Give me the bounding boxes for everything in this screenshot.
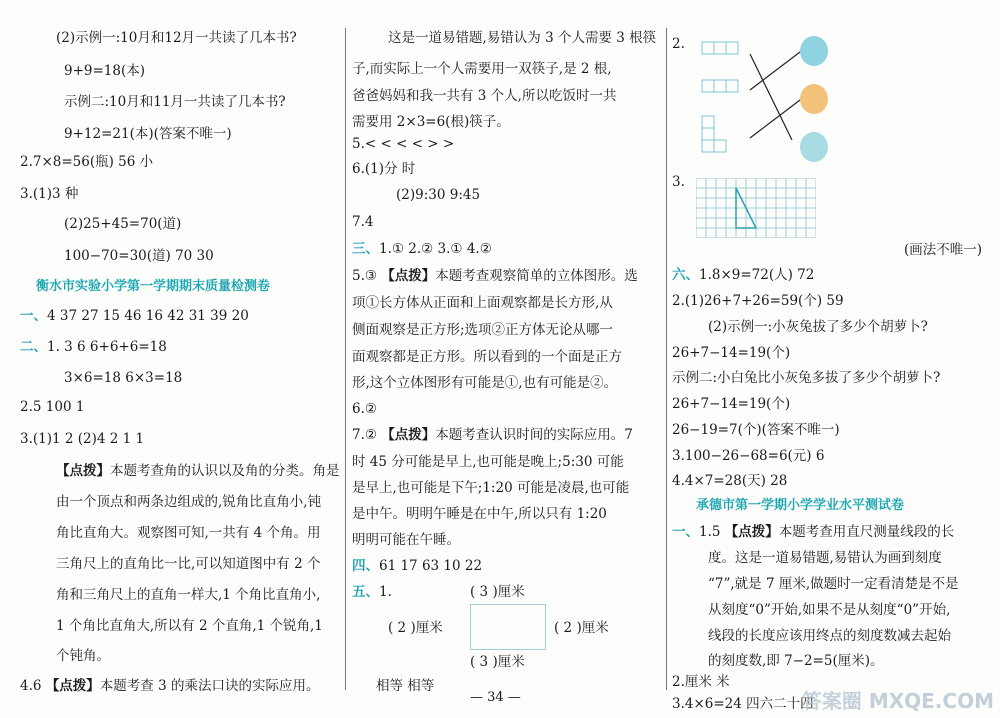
text-line: 时 45 分可能是早上,也可能是晚上;5:30 可能 (352, 454, 624, 470)
text-line: 9+12=21(本)(答案不唯一) (64, 126, 232, 142)
text-line: 6.② (352, 401, 377, 417)
text-line: (2)示例一:小灰兔拔了多少个胡萝卜? (708, 319, 928, 335)
section-marker: 三、 (352, 241, 379, 257)
watermark: 答案圈 MXQE.COM (801, 689, 994, 713)
section-marker: 六、 (672, 267, 699, 283)
text-line: “7”,就是 7 厘米,做题时一定看清楚是不是 (708, 576, 959, 592)
right-length-label: ( 2 )厘米 (554, 620, 609, 636)
text-line: 2.7×8=56(瓶) 56 小 (20, 154, 154, 170)
text-line: 相等 相等 (376, 678, 435, 694)
text-line (20, 337, 167, 357)
text-line: 7.4 (352, 214, 374, 230)
text-line: 角比直角大。观察图可知,一共有 4 个角。用 (56, 525, 321, 541)
text-line: 6.(1)分 时 (352, 161, 416, 177)
text-line: 需要用 2×3=6(根)筷子。 (352, 114, 510, 130)
text-line: 3.4×6=24 四六二十四 (672, 696, 814, 712)
text-line: 形,这个立体图形有可能是①,也有可能是②。 (352, 375, 618, 391)
child-cartoon-icon (800, 84, 828, 114)
text-line: 2.厘米 米 (672, 674, 730, 690)
hint-label: 【点拨】 (381, 268, 436, 284)
column-divider (666, 28, 667, 690)
column-divider (345, 28, 346, 690)
text-line: 3.(1)1 2 (2)4 2 1 1 (20, 431, 145, 447)
text-line: 【点拨】本题考查角的认识以及角的分类。角是 (56, 463, 340, 479)
page-number: — 34 — (470, 690, 521, 705)
text-line: 7.② 【点拨】本题考查认识时间的实际应用。7 (352, 427, 633, 443)
text-line: 个钝角。 (56, 648, 110, 664)
text-line: 六、1.8×9=72(人) 72 (672, 267, 815, 283)
section-marker: 二、 (20, 339, 47, 355)
section-marker: 四、 (352, 558, 379, 574)
text-line: 3.(1)3 种 (20, 186, 79, 202)
text-line: 3.100−26−68=6(元) 6 (672, 448, 825, 464)
text-line: 线段的长度应该用终点的刻度数减去起始 (708, 628, 951, 644)
text-line: 4.4×7=28(天) 28 (672, 473, 788, 489)
text-line: 由一个顶点和两条边组成的,锐角比直角小,钝 (56, 494, 322, 510)
text-line: 面观察都是正方形。所以看到的一个面是正方 (352, 349, 622, 365)
text-line: 一、1.5 【点拨】本题考查用直尺测量线段的长 (672, 524, 955, 540)
text-line: 度。这是一道易错题,易错认为画到刻度 (708, 550, 942, 566)
column-middle (352, 0, 664, 700)
text-line: 26−19=7(个)(答案不唯一) (672, 422, 840, 438)
column-left (20, 0, 338, 700)
section-marker: 五、 (352, 584, 379, 600)
bottom-length-label: ( 3 )厘米 (470, 654, 525, 670)
text-line: 四、61 17 63 10 22 (352, 558, 483, 574)
text-line: 三角尺上的直角比一比,可以知道图中有 2 个 (56, 556, 321, 572)
text-line: 5.< < < < > > (352, 136, 455, 152)
section-marker: 一、 (20, 308, 47, 324)
text-line: (2)25+45=70(道) (64, 216, 182, 232)
answers: 1. 3 6 6+6+6=18 (47, 339, 167, 355)
text-line: 26+7−14=19(个) (672, 396, 791, 412)
text-line: 4.6 【点拨】本题考查 3 的乘法口诀的实际应用。 (20, 678, 320, 694)
text-line: 1 个角比直角大,所以有 2 个直角,1 个锐角,1 (56, 618, 323, 634)
text-line: 2.5 100 1 (20, 399, 85, 415)
rectangle-shape (470, 604, 546, 650)
question-number: 3. (672, 174, 685, 190)
text-line: 的刻度数,即 7−2=5(厘米)。 (708, 653, 884, 669)
rectangle-figure (388, 582, 660, 672)
child-cartoon-icon (800, 132, 828, 162)
answers: 4 37 27 15 46 16 42 31 39 20 (47, 308, 249, 324)
text-line: (画法不唯一) (903, 242, 982, 258)
text-line: 示例二:小白兔比小灰兔多拔了多少个胡萝卜? (672, 370, 941, 386)
child-cartoon-icon (800, 36, 828, 66)
hint-label: 【点拨】 (381, 427, 436, 443)
text-line: 爸爸妈妈和我一共有 3 个人,所以吃饭时一共 (352, 88, 617, 104)
text-line: 2.(1)26+7+26=59(个) 59 (672, 293, 844, 309)
text-line: 9+9=18(本) (64, 63, 146, 79)
text-line: 从刻度“0”开始,如果不是从刻度“0”开始, (708, 602, 951, 618)
section-marker: 一、 (672, 524, 699, 540)
text-line: (2)9:30 9:45 (396, 187, 481, 203)
matching-figure (692, 30, 862, 170)
section-heading: 衡水市实验小学第一学期期末质量检测卷 (36, 279, 271, 294)
text-line: 这是一道易错题,易错认为 3 个人需要 3 根筷 (388, 30, 657, 46)
text-line: (2)示例一:10月和12月一共读了几本书? (56, 30, 297, 46)
grid-triangle-figure (696, 178, 816, 238)
text-line: 子,而实际上一个人需要用一双筷子,是 2 根, (352, 61, 612, 77)
hint-label: 【点拨】 (56, 463, 110, 479)
left-length-label: ( 2 )厘米 (388, 620, 443, 636)
text-line: 角和三角尺上的直角一样大,1 个角比直角小, (56, 587, 321, 603)
text-line: 100−70=30(道) 70 30 (64, 248, 214, 264)
question-number: 2. (672, 36, 685, 52)
text-line: 是中午。明明午睡是在中午,所以只有 1:20 (352, 506, 607, 522)
text-line: 三、1.① 2.② 3.① 4.② (352, 241, 492, 257)
top-length-label: ( 3 )厘米 (470, 584, 525, 600)
section-heading: 承德市第一学期小学学业水平测试卷 (696, 498, 905, 513)
text-line: 3×6=18 6×3=18 (64, 370, 183, 386)
hint-label: 【点拨】 (724, 524, 779, 540)
text-line: 侧面观察是正方形;选项②正方体无论从哪一 (352, 322, 614, 338)
text-line: 五、1. (352, 584, 392, 600)
text-line: 5.③ 【点拨】本题考查观察简单的立体图形。选 (352, 268, 638, 284)
text-line (20, 306, 249, 326)
hint-label: 【点拨】 (45, 678, 100, 694)
text-line: 明明可能在午睡。 (352, 532, 460, 548)
text-line: 项①长方体从正面和上面观察都是长方形,从 (352, 295, 613, 311)
text-line: 是早上,也可能是下午;1:20 可能是凌晨,也可能 (352, 480, 630, 496)
text-line: 26+7−14=19(个) (672, 345, 791, 361)
text-line: 示例二:10月和11月一共读了几本书? (64, 94, 286, 110)
